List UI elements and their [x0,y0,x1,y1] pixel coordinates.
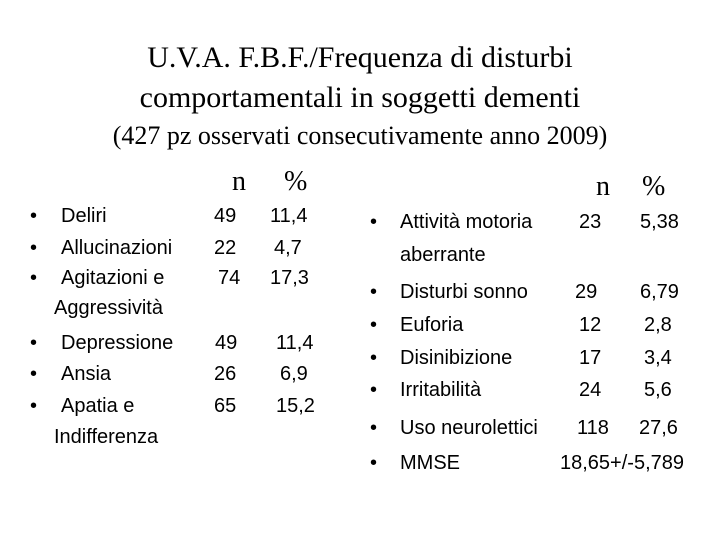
bullet-icon: • [30,267,38,289]
left-row-n: 26 [214,363,237,385]
bullet-icon: • [30,237,38,259]
right-row-pct: 2,8 [644,314,672,336]
left-row-pct: 11,4 [276,332,314,354]
right-header-pct: % [642,171,666,202]
right-header-n: n [596,171,610,202]
left-row-n: 74 [218,267,241,289]
left-row-label: Depressione [61,332,174,354]
left-row-pct: 15,2 [276,395,315,417]
bullet-icon: • [30,363,38,385]
left-row-label: Deliri [61,205,107,227]
slide-title-line-1: U.V.A. F.B.F./Frequenza di disturbi [147,41,573,74]
bullet-icon: • [370,314,378,336]
bullet-icon: • [370,379,378,401]
right-row-label: Euforia [400,314,464,336]
right-row-value: 18,65+/-5,789 [560,452,684,474]
right-row-label: Disturbi sonno [400,281,528,303]
left-row-label: Apatia e [61,395,135,417]
left-row-pct: 6,9 [280,363,308,385]
bullet-icon: • [370,452,378,474]
right-row-label: Uso neurolettici [400,417,538,439]
right-row-label-cont: aberrante [400,244,486,266]
left-row-label: Agitazioni e [61,267,165,289]
right-row-pct: 6,79 [640,281,679,303]
bullet-icon: • [30,395,38,417]
left-row-n: 49 [215,332,238,354]
left-row-n: 22 [214,237,237,259]
right-row-pct: 5,38 [640,211,679,233]
right-row-n: 17 [579,347,602,369]
right-row-pct: 5,6 [644,379,672,401]
bullet-icon: • [370,281,378,303]
right-row-label: Attività motoria [400,211,533,233]
left-row-label: Ansia [61,363,112,385]
left-row-n: 49 [214,205,237,227]
bullet-icon: • [370,211,378,233]
right-row-n: 12 [579,314,602,336]
right-row-label: MMSE [400,452,460,474]
right-row-n: 23 [579,211,602,233]
bullet-icon: • [370,417,378,439]
right-row-n: 24 [579,379,602,401]
right-row-label: Disinibizione [400,347,513,369]
left-header-n: n [232,166,246,197]
right-row-n: 29 [575,281,598,303]
slide-subtitle: (427 pz osservati consecutivamente anno 2009) [112,121,608,150]
left-row-pct: 4,7 [274,237,302,259]
left-row-pct: 17,3 [270,267,309,289]
slide-title-line-2: comportamentali in soggetti dementi [139,81,581,114]
right-row-n: 118 [577,417,609,439]
right-row-pct: 3,4 [644,347,672,369]
right-row-label: Irritabilità [400,379,482,401]
bullet-icon: • [370,347,378,369]
left-row-label: Allucinazioni [61,237,173,259]
right-row-pct: 27,6 [639,417,678,439]
bullet-icon: • [30,332,38,354]
left-row-pct: 11,4 [270,205,308,227]
bullet-icon: • [30,205,38,227]
left-row-label-cont: Indifferenza [54,426,159,448]
left-row-label-cont: Aggressività [54,297,163,319]
left-header-pct: % [284,166,308,197]
left-row-n: 65 [214,395,237,417]
